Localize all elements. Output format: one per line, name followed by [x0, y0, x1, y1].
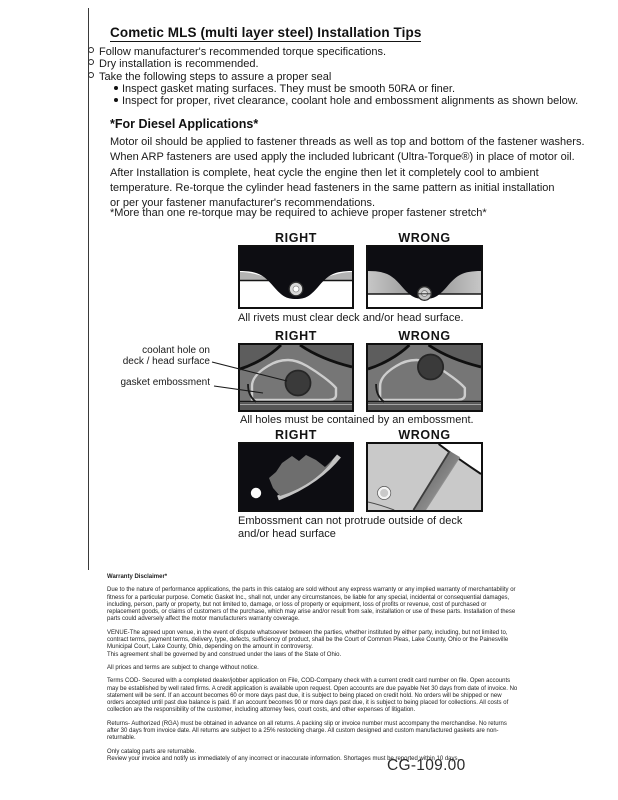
list-item-label: Take the following steps to assure a proper seal	[99, 70, 332, 83]
rivet-center	[293, 286, 299, 292]
governing-law-text: This agreement shall be governed by and construed under the laws of the State of Ohio.	[107, 651, 342, 658]
invoice-review-text: Review your invoice and notify us immediately of any incorrect or inaccurate information. Shortages must be reported within 10 days.	[107, 755, 460, 762]
embossment-right-diagram	[238, 442, 354, 512]
diesel-paragraph-1	[110, 135, 585, 165]
list-item-label: Dry installation is recommended.	[99, 58, 259, 71]
bolt-hole	[379, 488, 389, 498]
annotation-leader-lines	[205, 355, 305, 400]
diesel-heading: *For Diesel Applications*	[110, 117, 259, 131]
warranty-heading: Warranty Disclaimer*	[107, 574, 168, 580]
solid-bullet-icon	[114, 86, 118, 90]
rivet-wrong-diagram	[366, 245, 483, 309]
caption-line: and/or head surface	[238, 527, 336, 540]
paragraph-line: When ARP fasteners are used apply the included lubricant (Ultra-Torque®) in place of motor oil.	[110, 151, 575, 163]
list-item	[88, 46, 548, 58]
legal-text-block	[107, 574, 519, 769]
embossment-inside-illustration	[240, 444, 352, 510]
list-item-label: Inspect gasket mating surfaces. They must be smooth 50RA or finer.	[122, 82, 456, 95]
diesel-paragraph-2	[110, 166, 555, 211]
terms-paragraph: Terms COD- Secured with a completed dealer/jobber application on File, COD-Company check with a current credit card number on file. Open accounts may be established by well rated firms. A credit application is available upon request. Open accounts are due payable Net 30 days from date of invoice. No statement will be sent. If an account becomes 60 or more days past due, it is subject to being placed on credit hold. No orders will be shipped or new orders accepted until past due balance is paid. If an account becomes 90 or more days past due, it is subject to being placed for collections. All costs of collection are the responsibility of the customer, including attorney fees, court costs, and other expenses of litigation.	[107, 678, 518, 714]
list-item-label: Follow manufacturer's recommended torque specifications.	[99, 46, 387, 58]
sub-list-item	[88, 83, 548, 95]
open-bullet-icon	[88, 59, 94, 65]
wrong-label: WRONG	[398, 428, 451, 442]
retorque-note: *More than one re-torque may be required to achieve proper fastener stretch*	[110, 207, 487, 219]
right-label: RIGHT	[275, 428, 317, 442]
bolt-hole	[251, 488, 261, 498]
embossment-protruding-illustration	[368, 444, 481, 510]
rivets-caption: All rivets must clear deck and/or head surface.	[238, 312, 464, 324]
wrong-label: WRONG	[398, 231, 451, 245]
wrong-label: WRONG	[398, 329, 451, 343]
returnable-text: Only catalog parts are returnable.	[107, 748, 197, 755]
list-item	[88, 71, 548, 83]
coolant-hole-leader-line	[212, 362, 287, 381]
paragraph-line: After Installation is complete, heat cycle the engine then let it completely cool to ambient	[110, 167, 539, 179]
rivet-clear-illustration	[240, 247, 352, 307]
solid-bullet-icon	[114, 98, 118, 102]
rivet-interference-illustration	[368, 247, 481, 307]
coolant-hole-annotation-line2: deck / head surface	[122, 356, 210, 367]
prices-paragraph: All prices and terms are subject to change without notice.	[107, 664, 259, 671]
page-title: Cometic MLS (multi layer steel) Installation Tips	[110, 25, 422, 40]
open-bullet-icon	[88, 72, 94, 78]
coolant-hole	[418, 355, 443, 380]
paragraph-line: or per your fastener manufacturer's recommendations.	[110, 197, 375, 209]
sub-list-item	[88, 95, 579, 108]
embossment-wrong-diagram	[366, 442, 483, 512]
list-item	[88, 58, 548, 70]
list-item-label: Inspect for proper, rivet clearance, coolant hole and embossment alignments as shown below.	[122, 95, 579, 108]
hole-outside-illustration	[368, 345, 481, 410]
caption-line: Embossment can not protrude outside of deck	[238, 515, 463, 527]
right-label: RIGHT	[275, 329, 317, 343]
hole-wrong-diagram	[366, 343, 483, 412]
gasket-embossment-annotation: gasket embossment	[120, 377, 210, 388]
holes-caption: All holes must be contained by an embossment.	[240, 414, 474, 426]
returns-paragraph: Returns- Authorized (RGA) must be obtained in advance on all returns. A packing slip or invoice number must accompany the merchandise. No returns after 30 days from invoice date. All returns are subject to a 25% restocking charge. All custom designed and custom manufactured gaskets are non-returnable.	[107, 720, 507, 742]
open-bullet-icon	[88, 47, 94, 53]
coolant-hole-annotation-line1: coolant hole on	[142, 345, 210, 356]
installation-tips-list	[88, 46, 579, 108]
venue-paragraph	[107, 630, 519, 659]
paragraph-line: Motor oil should be applied to fastener threads as well as top and bottom of the fastener washers.	[110, 136, 585, 148]
paragraph-line: temperature. Re-torque the cylinder head fasteners in the same pattern as initial installation	[110, 182, 555, 194]
page-code: CG-109.00	[387, 757, 466, 774]
right-label: RIGHT	[275, 231, 317, 245]
venue-text: VENUE-The agreed upon venue, in the event of dispute whatsoever between the parties, whether instituted by either party, including, but not limited to, contract terms, payment terms, delivery, type, defects, sufficiency of product, shall be the Court of Common Pleas, Lake County, Ohio or the Painesville Municipal Court, Lake County, Ohio, depending on the amount in controversy.	[107, 629, 509, 651]
rivet-right-diagram	[238, 245, 354, 309]
embossment-leader-line	[214, 386, 263, 393]
embossment-caption	[238, 515, 462, 540]
warranty-paragraph: Due to the nature of performance applications, the parts in this catalog are sold without any express warranty or any implied warranty of merchantability or fitness for a particular purpose. Cometic Gasket Inc., shall not, under any circumstances, be liable for any special, incidental or consequential damages, including, person, party or property, but not limited to, damage, or loss of property or equipment, loss of profits or revenue, cost of purchased or replacement goods, or claims of customers of the purchase, which may arise and/or result from sale, installation or use of these parts. Installation of these parts could adversely affect the motor manufacturers warranty coverage.	[107, 587, 516, 623]
